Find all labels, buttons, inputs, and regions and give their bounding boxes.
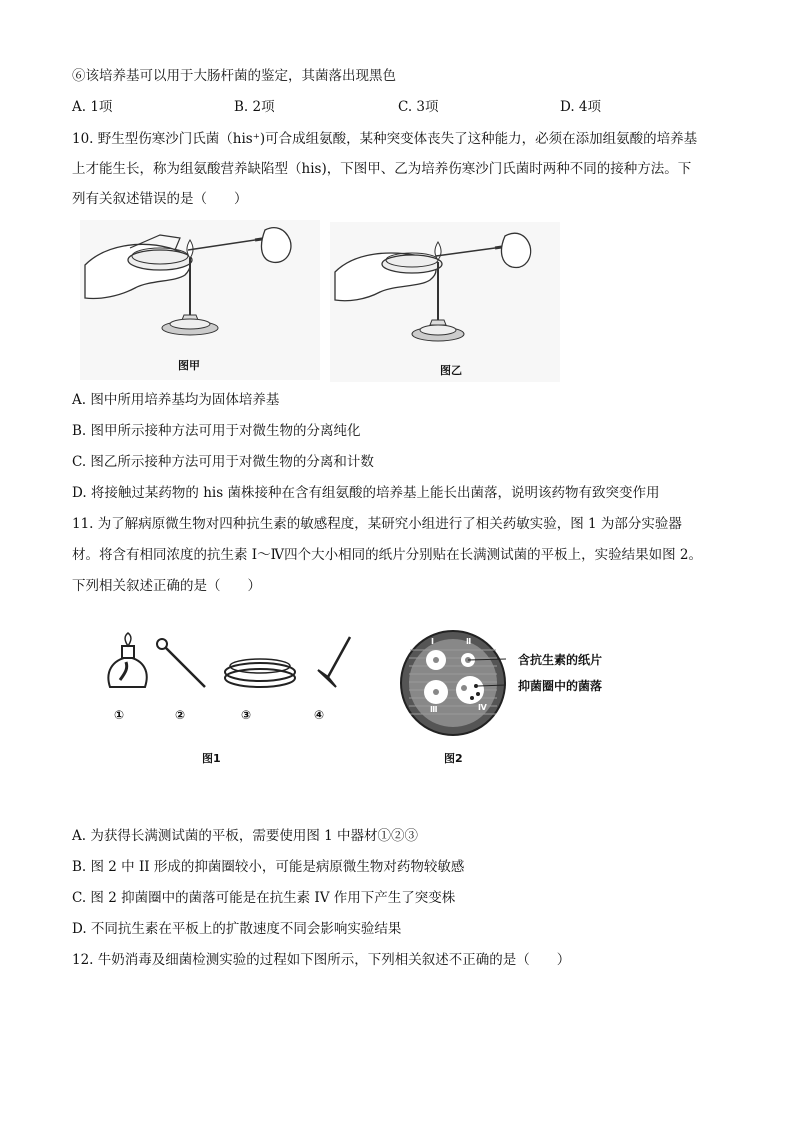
q11-stem-line-3: 下列相关叙述正确的是（ ） (72, 578, 261, 594)
q9-statement-6: ⑥该培养基可以用于大肠杆菌的鉴定，其菌落出现黑色 (72, 68, 396, 84)
q11-option-b[interactable]: B. 图 2 中 II 形成的抑菌圈较小，可能是病原微生物对药物较敏感 (72, 859, 465, 875)
fig2-label-colony: 抑菌圈中的菌落 (518, 679, 603, 693)
spreader-icon (318, 637, 350, 687)
q9-option-b[interactable]: B. 2项 (234, 99, 275, 115)
fig1-label-3: ③ (241, 708, 252, 722)
fig1-label-2: ② (175, 708, 186, 722)
petri-dish-icon (225, 659, 295, 687)
q9-option-d[interactable]: D. 4项 (560, 99, 602, 115)
q10-stem-line-3: 列有关叙述错误的是（ ） (72, 191, 248, 207)
fig2-roman-2: Ⅱ (466, 637, 472, 646)
q11-option-c[interactable]: C. 图 2 抑菌圈中的菌落可能是在抗生素 IV 作用下产生了突变株 (72, 890, 456, 906)
figure-yi-caption: 图乙 (440, 364, 462, 377)
fig1-label-4: ④ (314, 708, 325, 722)
figure-spread-plate-illustration (330, 222, 560, 382)
figure-2-agar-plate (398, 628, 508, 738)
q11-stem-line-2: 材。将含有相同浓度的抗生素 Ⅰ～Ⅳ四个大小相同的纸片分别贴在长满测试菌的平板上，实验结果如图 2。 (72, 547, 702, 563)
figure-jia-caption: 图甲 (178, 359, 200, 372)
q11-stem-line-1: 11. 为了解病原微生物对四种抗生素的敏感程度，某研究小组进行了相关药敏实验，图 1 为部分实验器 (72, 516, 682, 532)
q10-option-d[interactable]: D. 将接触过某药物的 his 菌株接种在含有组氨酸的培养基上能长出菌落，说明该药物有致突变作用 (72, 485, 660, 501)
q10-stem-line-2: 上才能生长，称为组氨酸营养缺陷型（his)，下图甲、乙为培养伤寒沙门氏菌时两种不同的接种方法。下 (72, 161, 692, 177)
q10-option-c[interactable]: C. 图乙所示接种方法可用于对微生物的分离和计数 (72, 454, 374, 470)
fig2-label-paper: 含抗生素的纸片 (518, 653, 603, 667)
q11-option-a[interactable]: A. 为获得长满测试菌的平板，需要使用图 1 中器材①②③ (72, 828, 419, 844)
q10-option-a[interactable]: A. 图中所用培养基均为固体培养基 (72, 392, 280, 408)
fig2-roman-4: Ⅳ (478, 703, 487, 712)
q12-stem-line-1: 12. 牛奶消毒及细菌检测实验的过程如下图所示，下列相关叙述不正确的是（ ） (72, 952, 571, 968)
q9-option-a[interactable]: A. 1项 (72, 99, 113, 115)
q10-stem-line-1: 10. 野生型伤寒沙门氏菌（his⁺)可合成组氨酸，某种突变体丧失了这种能力，必须在添加组氨酸的培养基 (72, 131, 698, 147)
figure-streak-plate-illustration (80, 220, 320, 380)
q10-option-b[interactable]: B. 图甲所示接种方法可用于对微生物的分离纯化 (72, 423, 361, 439)
q9-option-c[interactable]: C. 3项 (398, 99, 439, 115)
fig1-caption: 图1 (202, 752, 221, 765)
fig2-roman-1: Ⅰ (431, 637, 434, 646)
inoculating-loop-icon (157, 639, 205, 687)
q11-option-d[interactable]: D. 不同抗生素在平板上的扩散速度不同会影响实验结果 (72, 921, 402, 937)
fig2-caption: 图2 (444, 752, 463, 765)
fig1-label-1: ① (114, 708, 125, 722)
alcohol-lamp-icon (108, 633, 146, 687)
fig2-roman-3: Ⅲ (430, 705, 438, 714)
figure-1-equipment (100, 632, 370, 702)
